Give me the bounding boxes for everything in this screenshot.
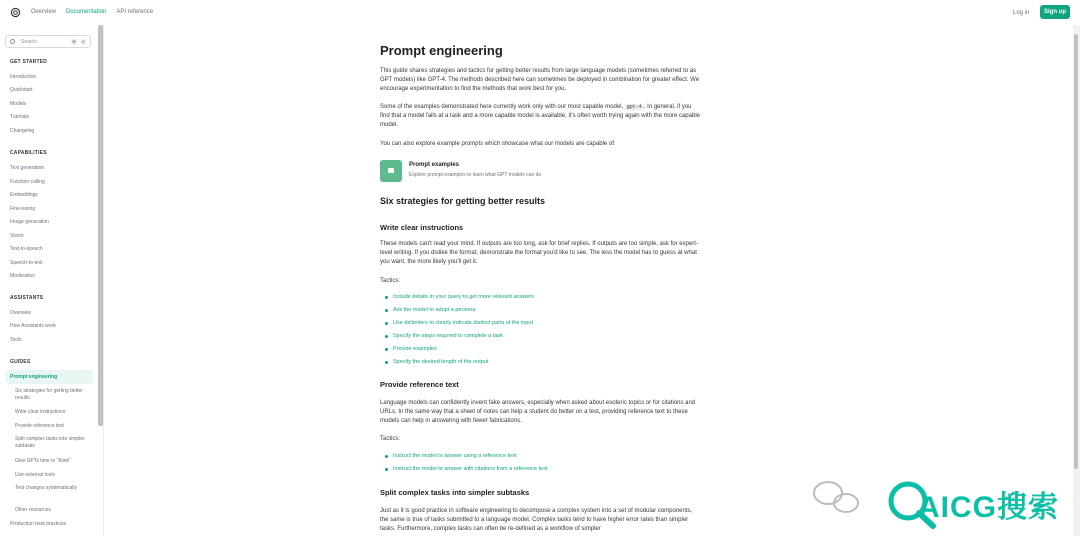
tactics-label: Tactics:	[380, 436, 401, 442]
search-icon	[10, 39, 15, 44]
sidebar-item-changelog[interactable]: Changelog	[10, 128, 35, 134]
openai-logo-icon[interactable]	[10, 7, 21, 18]
bullet	[385, 335, 388, 338]
intro-paragraph: This guide shares strategies and tactics for getting better results from large language models (sometimes referred to as GPT models) like GPT-4. The methods described here can sometimes be deployed in combination for greater effect. We encourage experimentation to find the methods that work best for you.	[380, 68, 700, 92]
section-guides: GUIDES	[10, 359, 31, 365]
card-title[interactable]: Prompt examples	[409, 162, 460, 168]
book-icon[interactable]	[380, 160, 402, 182]
sidebar-item-text-generation[interactable]: Text generation	[10, 165, 45, 171]
page-scrollbar-thumb[interactable]	[1074, 34, 1078, 469]
tactic-link[interactable]: Instruct the model to answer using a reference text	[393, 453, 517, 459]
strategy-heading: Provide reference text	[380, 380, 459, 389]
sidebar-subitem[interactable]: Give GPTs time to "think"	[15, 458, 71, 464]
sidebar-item-assistants-overview[interactable]: Overview	[10, 310, 31, 316]
sidebar-item-fine-tuning[interactable]: Fine-tuning	[10, 206, 36, 212]
sidebar-item-speech-to-text[interactable]: Speech-to-text	[10, 260, 43, 266]
card-subtitle: Explore prompt examples to learn what GPT models can do	[409, 172, 542, 178]
search-placeholder: Search	[21, 39, 37, 45]
strategy-body: Language models can confidently invent fake answers, especially when asked about esoteric topics or for citations and URLs. In the same way that a sheet of notes can help a student do better on a test, providing reference text to these models can help in answering with fewer fabrications.	[380, 400, 696, 424]
sidebar-subitem[interactable]: Six strategies for getting better results	[15, 388, 83, 401]
sidebar-item-image-generation[interactable]: Image generation	[10, 219, 49, 225]
tactic-link[interactable]: Specify the desired length of the output	[393, 359, 489, 365]
bullet	[385, 468, 388, 471]
paragraph-explore: You can also explore example prompts which showcase what our models are capable of:	[380, 141, 616, 147]
sidebar-item-vision[interactable]: Vision	[10, 233, 24, 239]
tactic-link[interactable]: Provide examples	[393, 346, 437, 352]
sidebar-item-tutorials[interactable]: Tutorials	[10, 114, 29, 120]
tactic-link[interactable]: Specify the steps required to complete a task	[393, 333, 503, 339]
sidebar-subitem[interactable]: Provide reference text	[15, 423, 64, 429]
sidebar-subitem[interactable]: Write clear instructions	[15, 409, 66, 415]
sidebar-item-quickstart[interactable]: Quickstart	[10, 87, 33, 93]
search-input[interactable]	[5, 35, 91, 48]
tactic-link[interactable]: Ask the model to adopt a persona	[393, 307, 476, 313]
sidebar-item-text-to-speech[interactable]: Text-to-speech	[10, 246, 43, 252]
bullet	[385, 455, 388, 458]
sidebar-item-function-calling[interactable]: Function calling	[10, 179, 45, 185]
sidebar-item-models[interactable]: Models	[10, 101, 27, 107]
section-capabilities: CAPABILITIES	[10, 150, 47, 156]
login-link[interactable]: Log in	[1013, 10, 1030, 16]
watermark-text: AICG搜索	[918, 491, 1059, 524]
sidebar-item-tools[interactable]: Tools	[10, 337, 22, 343]
sidebar-item-production-best-practices[interactable]: Production best practices	[10, 521, 67, 527]
strategy-body: Just as it is good practice in software engineering to decompose a complex system into a set of modular components, the same is true of tasks submitted to a language model. Complex tasks tend to have higher error rates than simpler tasks. Furthermore, complex tasks can often be re-defined as a workflow of simpler	[380, 508, 693, 532]
section-get-started: GET STARTED	[10, 59, 48, 65]
sidebar-item-label: Prompt engineering	[10, 374, 58, 380]
sidebar	[0, 25, 104, 536]
nav-overview[interactable]: Overview	[31, 9, 57, 15]
bullet	[385, 309, 388, 312]
tactic-link[interactable]: Instruct the model to answer with citations from a reference text	[393, 466, 548, 472]
kbd-k: K	[82, 39, 85, 44]
tactic-link[interactable]: Use delimiters to clearly indicate distinct parts of the input	[393, 320, 534, 326]
sidebar-scrollbar[interactable]	[98, 25, 103, 426]
sidebar-subitem[interactable]: Other resources	[15, 507, 51, 513]
sidebar-item-moderation[interactable]: Moderation	[10, 273, 36, 279]
sidebar-item-prompt-engineering[interactable]	[6, 370, 93, 384]
sidebar-subitem[interactable]: Use external tools	[15, 472, 56, 478]
bullet	[385, 348, 388, 351]
strategy-body: These models can't read your mind. If outputs are too long, ask for brief replies. If outputs are too simple, ask for expert-level writing. If you dislike the format, demonstrate the format you'd like to see. The less the model has to guess at what you want, the more likely you'll get it.	[380, 241, 698, 265]
sidebar-item-introduction[interactable]: Introduction	[10, 74, 37, 80]
sidebar-item-how-assistants-work[interactable]: How Assistants work	[10, 323, 56, 329]
bullet	[385, 296, 388, 299]
kbd-cmd: ⌘	[72, 39, 76, 44]
section-assistants: ASSISTANTS	[10, 295, 44, 301]
bullet	[385, 361, 388, 364]
paragraph-text: . In general, if you find that a model fails at a task and a more capable model is available, it's often worth trying again with the more capable model.	[380, 104, 700, 128]
top-bar	[0, 0, 1080, 25]
paragraph-text: Some of the examples demonstrated here currently work only with our most capable model,	[380, 104, 625, 110]
paragraph-models	[380, 103, 700, 130]
sidebar-subitem[interactable]: Test changes systematically	[15, 485, 77, 491]
strategy-heading: Split complex tasks into simpler subtasks	[380, 488, 530, 497]
sidebar-item-embeddings[interactable]: Embeddings	[10, 192, 38, 198]
inline-code: gpt-4	[626, 104, 642, 110]
nav-documentation[interactable]: Documentation	[66, 9, 107, 15]
signup-button[interactable]: Sign up	[1040, 5, 1070, 19]
strategy-heading: Write clear instructions	[380, 223, 464, 232]
nav-api-reference[interactable]: API reference	[116, 9, 154, 15]
page-title: Prompt engineering	[380, 43, 503, 58]
bullet	[385, 322, 388, 325]
sidebar-subitem[interactable]: Split complex tasks into simpler subtasks	[15, 436, 85, 449]
tactics-label: Tactics:	[380, 278, 401, 284]
top-nav	[31, 9, 153, 15]
tactic-link[interactable]: Include details in your query to get more relevant answers	[393, 294, 534, 300]
section-heading: Six strategies for getting better results	[380, 196, 546, 206]
